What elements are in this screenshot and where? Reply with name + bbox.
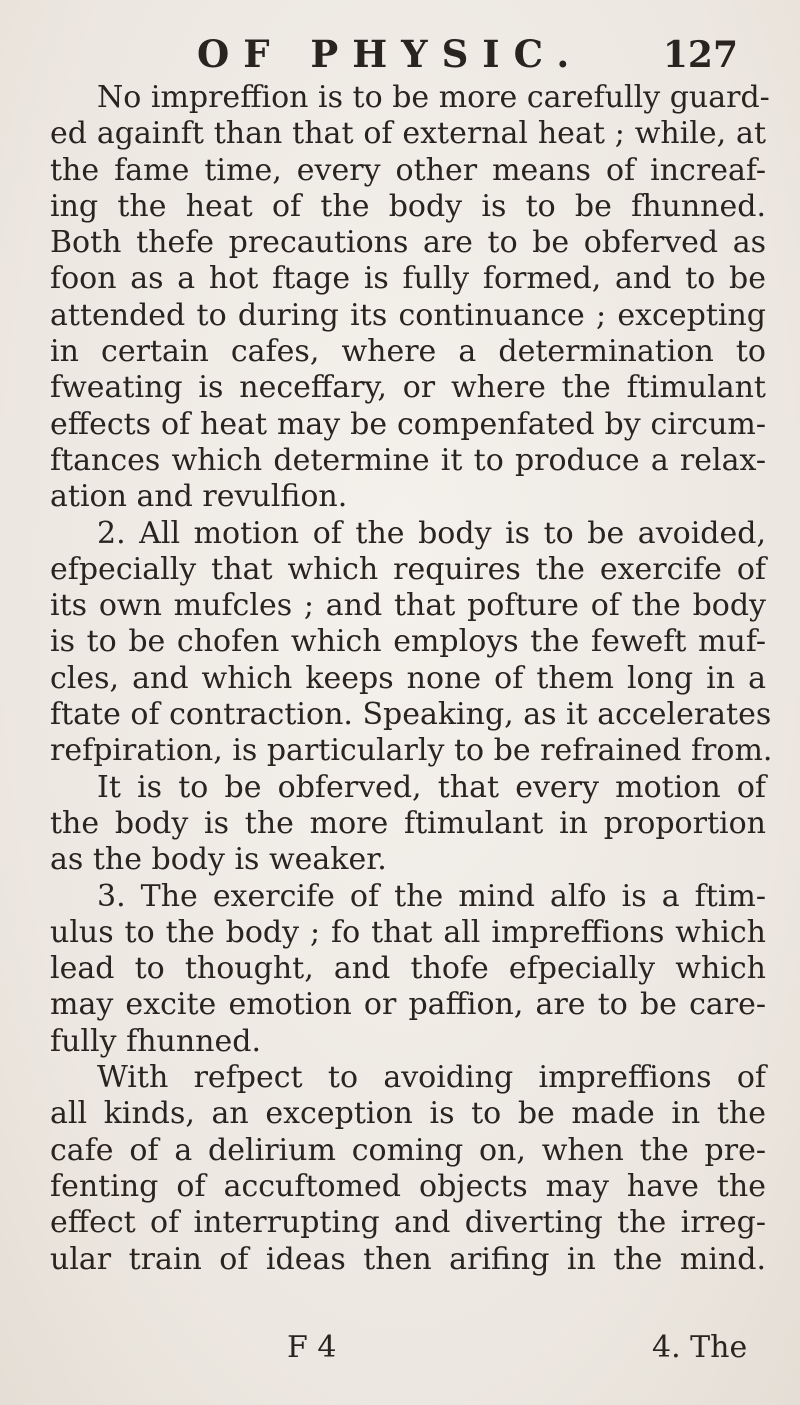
text-line: 2. All motion of the body is to be avoided, — [97, 515, 766, 551]
text-line: ed againft than that of external heat ; while, at — [50, 116, 766, 152]
page-header — [0, 22, 800, 82]
text-line: ftances which determine it to produce a relax- — [50, 442, 766, 478]
text-line: ulus to the body ; fo that all impreffions which — [50, 914, 766, 950]
text-line: the fame time, every other means of increaf- — [50, 152, 766, 188]
text-line: ation and revulfion. — [50, 479, 348, 515]
text-line: its own mufcles ; and that pofture of the body — [50, 588, 766, 624]
text-line: in certain cafes, where a determination to — [50, 334, 766, 370]
text-line: fenting of accuftomed objects may have the — [50, 1168, 766, 1204]
text-line: efpecially that which requires the exercife of — [50, 551, 766, 587]
text-line: 3. The exercife of the mind alfo is a ftim- — [97, 878, 766, 914]
text-line: It is to be obferved, that every motion of — [97, 769, 766, 805]
catchword: 4. The — [652, 1330, 748, 1365]
signature-mark: F 4 — [287, 1330, 337, 1365]
text-line: Both thefe precautions are to be obferved as — [50, 225, 766, 261]
text-line: cafe of a delirium coming on, when the pre- — [50, 1132, 766, 1168]
page-number: 127 — [662, 34, 738, 76]
text-line: ular train of ideas then arifing in the mind. — [50, 1241, 766, 1277]
text-line: as the body is weaker. — [50, 842, 387, 878]
body-text — [50, 80, 773, 1278]
page-footer — [0, 1330, 800, 1370]
running-head: OF PHYSIC. — [197, 32, 584, 76]
text-line: all kinds, an exception is to be made in the — [50, 1096, 766, 1132]
text-line: may excite emotion or paffion, are to be care- — [50, 987, 766, 1023]
text-line: ftate of contraction. Speaking, as it accelerates — [50, 697, 772, 733]
text-line: No impreffion is to be more carefully guard- — [97, 80, 770, 115]
text-line: cles, and which keeps none of them long in a — [50, 660, 766, 696]
text-line: With refpect to avoiding impreffions of — [97, 1060, 766, 1096]
text-line: effect of interrupting and diverting the irreg- — [50, 1205, 766, 1241]
text-line: foon as a hot ftage is fully formed, and to be — [50, 261, 766, 297]
text-line: fweating is neceffary, or where the ftimulant — [50, 370, 766, 406]
text-line: ing the heat of the body is to be fhunned. — [50, 188, 766, 224]
text-line: the body is the more ftimulant in proportion — [50, 805, 766, 841]
text-line: refpiration, is particularly to be refrained from. — [50, 733, 773, 769]
text-line: fully fhunned. — [50, 1023, 261, 1059]
text-line: attended to during its continuance ; excepting — [50, 297, 766, 333]
text-line: is to be chofen which employs the feweft muf- — [50, 624, 766, 660]
text-line: lead to thought, and thofe efpecially which — [50, 951, 766, 987]
text-line: effects of heat may be compenfated by circum- — [50, 406, 766, 442]
